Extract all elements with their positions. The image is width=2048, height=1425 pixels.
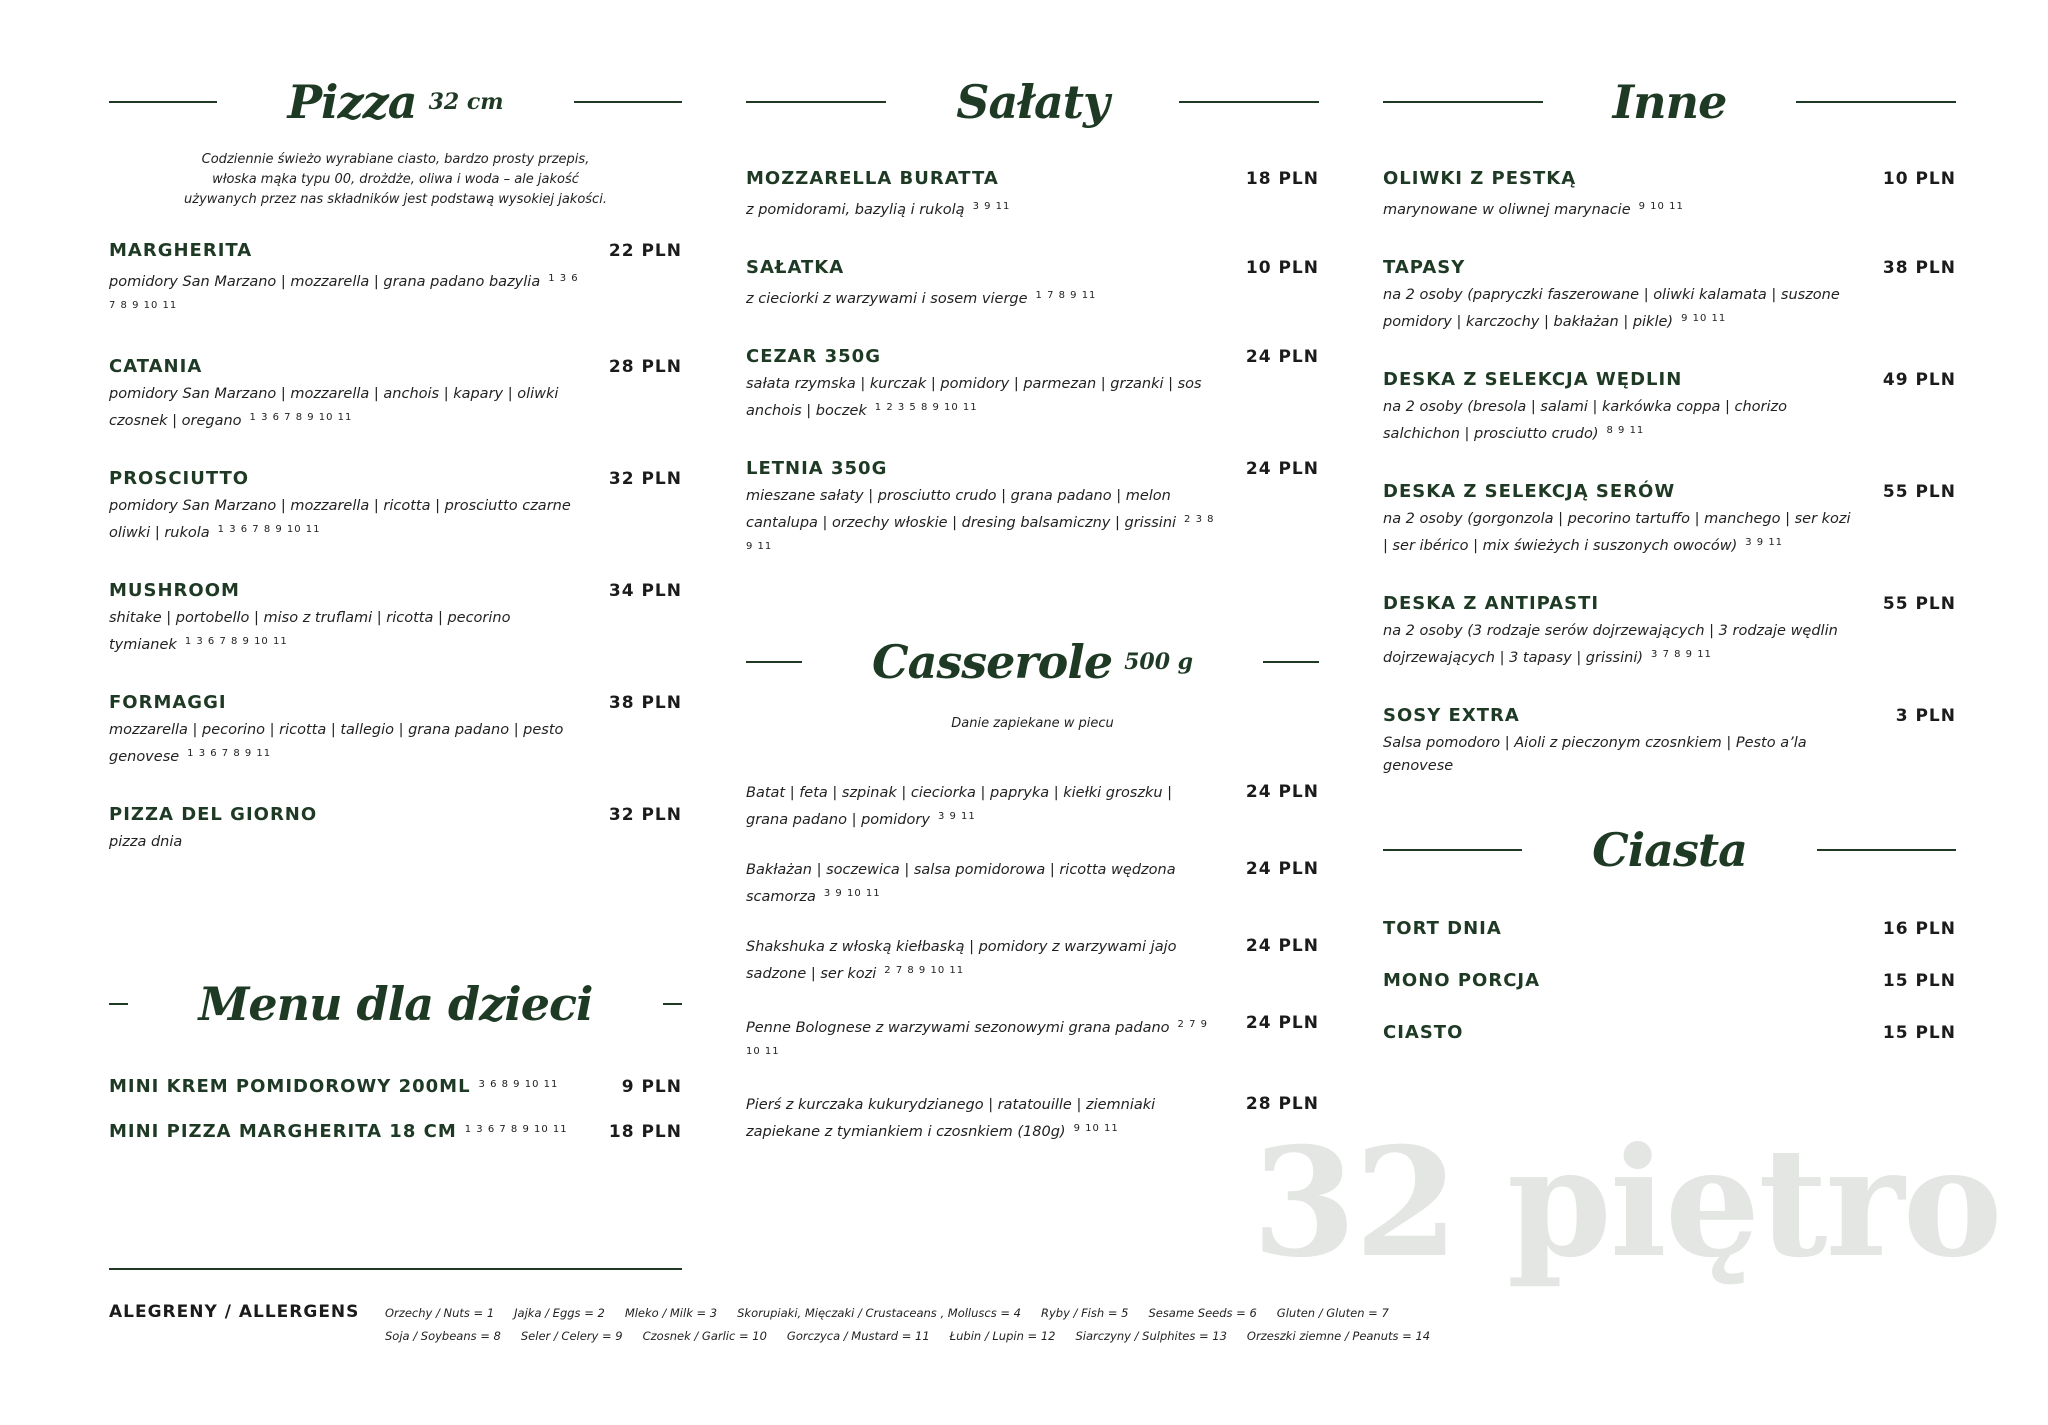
ciasta-item (1383, 970, 1956, 991)
inne-title: Inne (1612, 75, 1727, 129)
allergen-entry: Mleko / Milk = 3 (624, 1306, 718, 1320)
allergen-entry: Gluten / Gluten = 7 (1276, 1306, 1389, 1320)
kids-item-name: MINI KREM POMIDOROWY 200ML (109, 1076, 471, 1097)
menu-item-name: CATANIA (109, 356, 203, 377)
menu-item-price: 24 PLN (1245, 459, 1319, 479)
casserole-list (746, 782, 1319, 1144)
menu-item-desc-text: pomidory San Marzano | mozzarella | grana padano bazylia (109, 274, 541, 290)
allergen-entry: Soja / Soybeans = 8 (385, 1329, 501, 1343)
menu-item (1383, 168, 1956, 222)
casserole-intro: Danie zapiekane w piecu (951, 716, 1114, 731)
casserole-item-description (746, 859, 1216, 909)
kids-item-row (109, 1076, 682, 1097)
menu-item-desc-text: na 2 osoby (3 rodzaje serów dojrzewających | 3 rodzaje wędlin dojrzewających | 3 tapasy | grissini) (1383, 623, 1838, 666)
menu-item (746, 168, 1319, 222)
casserole-item-desc-text: Penne Bolognese z warzywami sezonowymi grana padano (746, 1020, 1170, 1036)
menu-item-description (1383, 732, 1853, 778)
casserole-item-desc-text: Batat | feta | szpinak | cieciorka | papryka | kiełki groszku | grana padano | pomidory (746, 785, 1173, 828)
menu-item-name: LETNIA 350G (746, 458, 888, 479)
menu-item-description (109, 383, 579, 433)
ciasta-item (1383, 1022, 1956, 1043)
menu-item-row (109, 356, 682, 377)
casserole-item-price: 24 PLN (1245, 782, 1319, 802)
menu-item-desc-text: shitake | portobello | miso z truflami | ricotta | pecorino tymianek (109, 610, 511, 653)
menu-item-description (1383, 284, 1853, 334)
casserole-item (746, 1013, 1319, 1067)
menu-item-row (746, 346, 1319, 367)
menu-item-row (109, 580, 682, 601)
menu-item (1383, 257, 1956, 334)
salaty-column (746, 70, 1319, 1171)
menu-item-allergens: 1 3 6 7 8 9 11 (187, 748, 272, 759)
allergens-list (385, 1302, 1431, 1348)
menu-item-price: 55 PLN (1882, 482, 1956, 502)
menu-item (109, 356, 682, 433)
menu-item-allergens: 3 9 11 (1745, 537, 1784, 548)
menu-item-name: DESKA Z SELEKCJĄ SERÓW (1383, 481, 1676, 502)
menu-item-row (109, 692, 682, 713)
menu-item-allergens: 9 10 11 (1681, 313, 1727, 324)
casserole-item-allergens: 2 7 9 10 11 (746, 1019, 1208, 1057)
menu-item (109, 692, 682, 769)
casserole-item-allergens: 9 10 11 (1073, 1123, 1119, 1134)
menu-item-description (109, 607, 579, 657)
menu-item-price: 32 PLN (608, 469, 682, 489)
casserole-item-desc-text: Shakshuka z włoską kiełbaską | pomidory z warzywami jajo sadzone | ser kozi (746, 939, 1177, 982)
menu-item-price: 18 PLN (1245, 169, 1319, 189)
menu-item-desc-text: Salsa pomodoro | Aioli z pieczonym czosnkiem | Pesto a’la genovese (1383, 735, 1807, 774)
menu-item-description (1383, 396, 1853, 446)
casserole-item (746, 936, 1319, 986)
menu-item (109, 468, 682, 545)
menu-item-desc-text: na 2 osoby (bresola | salami | karkówka coppa | chorizo salchichon | prosciutto crudo) (1383, 399, 1788, 442)
ciasta-item-name: MONO PORCJA (1383, 970, 1541, 991)
casserole-item-desc-text: Bakłażan | soczewica | salsa pomidorowa | ricotta wędzona scamorza (746, 862, 1176, 905)
casserole-item (746, 782, 1319, 832)
casserole-item-price: 24 PLN (1245, 936, 1319, 956)
casserole-item (746, 1094, 1319, 1144)
menu-item-price: 38 PLN (1882, 258, 1956, 278)
menu-item-description (109, 831, 579, 854)
menu-item (109, 804, 682, 854)
menu-item-allergens: 3 9 11 (972, 201, 1011, 212)
menu-item-name: SOSY EXTRA (1383, 705, 1520, 726)
casserole-title: Casserole (871, 635, 1113, 689)
allergen-entry: Jajka / Eggs = 2 (514, 1306, 605, 1320)
allergens-title: ALEGRENY / ALLERGENS (109, 1302, 360, 1322)
menu-item-allergens: 1 3 6 7 8 9 10 11 (109, 273, 579, 311)
allergen-entry: Gorczyca / Mustard = 11 (786, 1329, 930, 1343)
pizza-title: Pizza (287, 75, 417, 129)
allergens-row-1 (385, 1302, 1405, 1325)
menu-item-allergens: 8 9 11 (1606, 425, 1645, 436)
menu-item-desc-text: pomidory San Marzano | mozzarella | ricotta | prosciutto czarne oliwki | rukola (109, 498, 571, 541)
casserole-item-description (746, 936, 1216, 986)
allergen-entry: Siarczyny / Sulphites = 13 (1075, 1329, 1227, 1343)
menu-item-allergens: 1 3 6 7 8 9 10 11 (249, 412, 353, 423)
menu-item-price: 55 PLN (1882, 594, 1956, 614)
casserole-item-description (746, 782, 1216, 832)
menu-item-row (109, 804, 682, 825)
menu-item (1383, 369, 1956, 446)
menu-item-price: 28 PLN (608, 357, 682, 377)
allergen-entry: Łubin / Lupin = 12 (949, 1329, 1056, 1343)
pizza-list (109, 240, 682, 854)
menu-item-row (746, 458, 1319, 479)
menu-item-price: 22 PLN (608, 241, 682, 261)
kids-item-allergens: 3 6 8 9 10 11 (478, 1079, 559, 1090)
menu-item-price: 32 PLN (608, 805, 682, 825)
casserole-item-price: 24 PLN (1245, 859, 1319, 879)
menu-item-description (109, 267, 579, 321)
menu-item-allergens: 9 10 11 (1638, 201, 1684, 212)
menu-item-desc-text: sałata rzymska | kurczak | pomidory | parmezan | grzanki | sos anchois | boczek (746, 376, 1202, 419)
menu-item-description (1383, 508, 1853, 558)
casserole-weight: 500 g (1124, 649, 1194, 675)
menu-item-price: 49 PLN (1882, 370, 1956, 390)
menu-item-allergens: 1 3 6 7 8 9 10 11 (184, 636, 288, 647)
casserole-item-price: 28 PLN (1245, 1094, 1319, 1114)
allergens-divider (109, 1268, 682, 1270)
menu-item-allergens: 3 7 8 9 11 (1651, 649, 1712, 660)
kids-title: Menu dla dzieci (198, 977, 593, 1031)
menu-item (746, 346, 1319, 423)
casserole-item-allergens: 3 9 10 11 (823, 888, 881, 899)
salaty-heading (746, 70, 1319, 134)
menu-item (746, 458, 1319, 562)
salaty-list (746, 168, 1319, 562)
menu-item-row (1383, 168, 1956, 189)
menu-item-name: DESKA Z SELEKCJA WĘDLIN (1383, 369, 1683, 390)
menu-item-desc-text: pizza dnia (109, 834, 183, 850)
allergen-entry: Sesame Seeds = 6 (1148, 1306, 1257, 1320)
casserole-item-price: 24 PLN (1245, 1013, 1319, 1033)
pizza-size: 32 cm (428, 89, 504, 115)
ciasta-list (1383, 918, 1956, 1043)
menu-item (1383, 705, 1956, 778)
salaty-title: Sałaty (956, 75, 1109, 129)
allergen-entry: Seler / Celery = 9 (520, 1329, 623, 1343)
kids-item-left (109, 1076, 558, 1097)
allergen-entry: Orzechy / Nuts = 1 (385, 1306, 495, 1320)
menu-item-desc-text: marynowane w oliwnej marynacie (1383, 202, 1631, 218)
allergens-row-2 (385, 1325, 1431, 1348)
ciasta-item-price: 15 PLN (1882, 971, 1956, 991)
menu-item-price: 34 PLN (608, 581, 682, 601)
menu-item-description (746, 485, 1216, 562)
pizza-intro: Codziennie świeżo wyrabiane ciasto, bardzo prosty przepis, włoska mąka typu 00, drożdże, oliwa i woda – ale jakość używanych przez nas składników jest podstawą wysokiej jakości. (184, 152, 607, 207)
inne-column (1383, 70, 1956, 1074)
menu-item-price: 38 PLN (608, 693, 682, 713)
kids-item-name: MINI PIZZA MARGHERITA 18 CM (109, 1121, 457, 1142)
casserole-item-description (746, 1094, 1216, 1144)
menu-item-desc-text: na 2 osoby (papryczki faszerowane | oliwki kalamata | suszone pomidory | karczochy | bakłażan | pikle) (1383, 287, 1840, 330)
menu-item-desc-text: pomidory San Marzano | mozzarella | anchois | kapary | oliwki czosnek | oregano (109, 386, 559, 429)
menu-item-allergens: 1 7 8 9 11 (1035, 290, 1097, 301)
menu-item (109, 240, 682, 321)
kids-item-allergens: 1 3 6 7 8 9 10 11 (464, 1124, 568, 1135)
menu-item-desc-text: z pomidorami, bazylią i rukolą (746, 202, 965, 218)
pizza-heading (109, 70, 682, 134)
menu-item-desc-text: z cieciorki z warzywami i sosem vierge (746, 291, 1028, 307)
casserole-item-allergens: 2 7 8 9 10 11 (884, 965, 965, 976)
ciasta-item-price: 15 PLN (1882, 1023, 1956, 1043)
inne-heading (1383, 70, 1956, 134)
menu-item (109, 580, 682, 657)
menu-item-allergens: 1 3 6 7 8 9 10 11 (217, 524, 321, 535)
menu-item-name: CEZAR 350G (746, 346, 881, 367)
menu-item-description (746, 373, 1216, 423)
menu-item-description (746, 284, 1216, 311)
menu-item-row (1383, 257, 1956, 278)
menu-item-row (1383, 593, 1956, 614)
ciasta-heading (1383, 818, 1956, 882)
kids-list (109, 1076, 682, 1142)
kids-heading (109, 972, 682, 1036)
menu-item-name: MUSHROOM (109, 580, 240, 601)
kids-item (109, 1121, 682, 1142)
allergen-entry: Ryby / Fish = 5 (1040, 1306, 1129, 1320)
allergen-entry: Czosnek / Garlic = 10 (642, 1329, 767, 1343)
menu-item-row (1383, 705, 1956, 726)
menu-item-name: TAPASY (1383, 257, 1466, 278)
menu-item-name: MOZZARELLA BURATTA (746, 168, 999, 189)
casserole-item-allergens: 3 9 11 (937, 811, 976, 822)
casserole-item-description (746, 1013, 1216, 1067)
menu-item-price: 3 PLN (1895, 706, 1956, 726)
menu-item-desc-text: na 2 osoby (gorgonzola | pecorino tartuffo | manchego | ser kozi | ser ibérico | mix świeżych i suszonych owoców) (1383, 511, 1851, 554)
menu-item-desc-text: mozzarella | pecorino | ricotta | tallegio | grana padano | pesto genovese (109, 722, 564, 765)
kids-item-row (109, 1121, 682, 1142)
menu-item-name: DESKA Z ANTIPASTI (1383, 593, 1600, 614)
menu-item-name: OLIWKI Z PESTKĄ (1383, 168, 1577, 189)
menu-item-row (1383, 369, 1956, 390)
menu-item (1383, 481, 1956, 558)
menu-item-allergens: 2 3 8 9 11 (746, 514, 1215, 552)
ciasta-item-price: 16 PLN (1882, 919, 1956, 939)
kids-item-left (109, 1121, 568, 1142)
allergen-entry: Orzeszki ziemne / Peanuts = 14 (1246, 1329, 1431, 1343)
menu-item-description (109, 495, 579, 545)
kids-item-price: 18 PLN (608, 1122, 682, 1142)
casserole-item-desc-text: Pierś z kurczaka kukurydzianego | ratatouille | ziemniaki zapiekane z tymiankiem i czosnkiem (180g) (746, 1097, 1156, 1140)
allergen-entry: Skorupiaki, Mięczaki / Crustaceans , Molluscs = 4 (737, 1306, 1021, 1320)
menu-item-desc-text: mieszane sałaty | prosciutto crudo | grana padano | melon cantalupa | orzechy włoskie | dresing balsamiczny | grissini (746, 488, 1177, 531)
menu-item-row (109, 468, 682, 489)
menu-item-description (1383, 620, 1853, 670)
casserole-heading (746, 630, 1319, 694)
casserole-item (746, 859, 1319, 909)
menu-item-name: PROSCIUTTO (109, 468, 250, 489)
menu-item-row (746, 257, 1319, 278)
menu-item-description (1383, 195, 1853, 222)
inne-list (1383, 168, 1956, 778)
menu-item-description (109, 719, 579, 769)
ciasta-item (1383, 918, 1956, 939)
menu-item-price: 24 PLN (1245, 347, 1319, 367)
menu-item-name: PIZZA DEL GIORNO (109, 804, 318, 825)
menu-item-description (746, 195, 1216, 222)
menu-item (746, 257, 1319, 311)
ciasta-item-name: CIASTO (1383, 1022, 1464, 1043)
menu-item-name: MARGHERITA (109, 240, 253, 261)
menu-item (1383, 593, 1956, 670)
menu-item-price: 10 PLN (1882, 169, 1956, 189)
pizza-column (109, 70, 682, 1166)
kids-item (109, 1076, 682, 1097)
menu-item-row (1383, 481, 1956, 502)
kids-item-price: 9 PLN (621, 1077, 682, 1097)
menu-item-row (746, 168, 1319, 189)
menu-item-name: SAŁATKA (746, 257, 845, 278)
ciasta-item-name: TORT DNIA (1383, 918, 1502, 939)
menu-item-price: 10 PLN (1245, 258, 1319, 278)
watermark-32-pietro: 32 piętro (1252, 1115, 2001, 1291)
menu-item-row (109, 240, 682, 261)
menu-item-allergens: 1 2 3 5 8 9 10 11 (874, 402, 978, 413)
menu-item-name: FORMAGGI (109, 692, 227, 713)
ciasta-title: Ciasta (1592, 823, 1747, 877)
